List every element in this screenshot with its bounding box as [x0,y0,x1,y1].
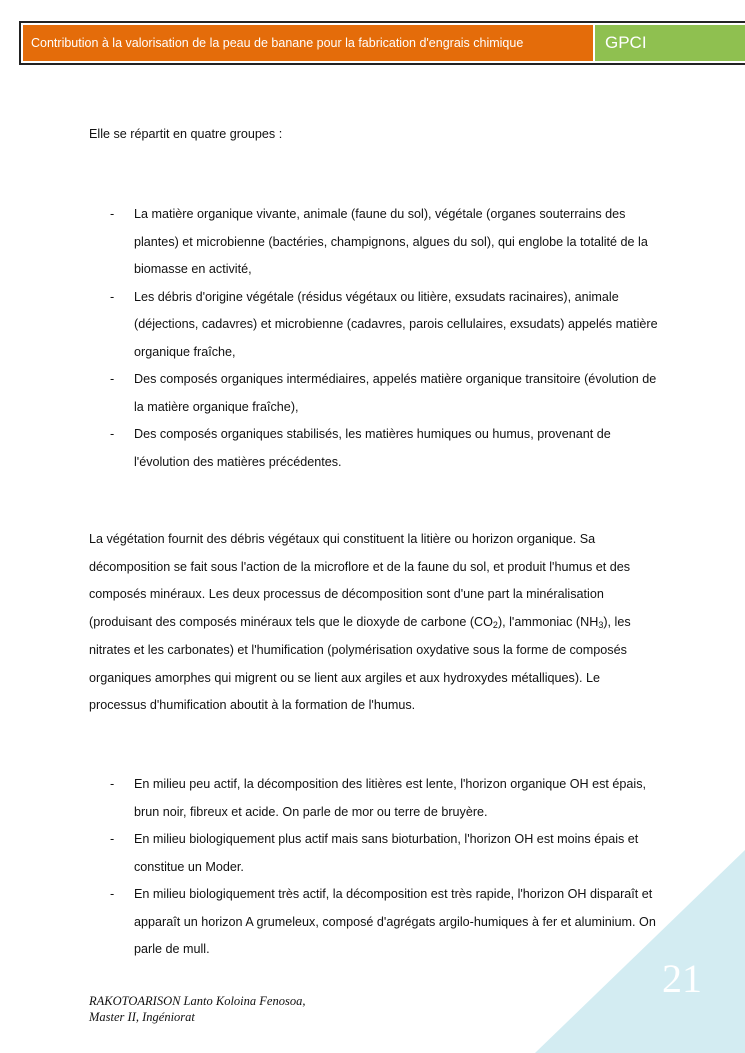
intro-block [89,121,659,149]
header-title: Contribution à la valorisation de la peau de banane pour la fabrication d'engrais chimique [23,25,593,61]
page-footer [89,993,305,1025]
page-header [19,21,745,65]
header-tag: GPCI [595,25,745,61]
nh3-subscript: 3 [598,619,604,630]
page-number: 21 [662,956,702,1001]
footer-author: RAKOTOARISON Lanto Koloina Fenosoa, [89,994,306,1008]
groups-list-block [89,201,659,476]
paragraph-text [89,526,659,720]
decomposition-paragraph [89,526,659,720]
list-item: - La matière organique vivante, animale (faune du sol), végétale (organes souterrains des plantes) et microbienne (bactéries, champignons, algues du sol), qui englobe la totalité de la biomasse en activité, [89,201,659,284]
footer-degree: Master II, Ingéniorat [89,1010,195,1024]
paragraph-part3: ), les nitrates et les carbonates) et l'humification (polymérisation oxydative sous la forme de composés organiques amorphes qui migrent ou se lient aux argiles et aux hydroxydes métalliques). Le processus d'humification aboutit à la formation de l'humus. [89,614,631,712]
list-item: - Les débris d'origine végétale (résidus végétaux ou litière, exsudats racinaires), animale (déjections, cadavres) et microbienne (cadavres, parois cellulaires, exsudats) appelés matière organique fraîche, [89,284,659,367]
list-item: - Des composés organiques stabilisés, les matières humiques ou humus, provenant de l'évolution des matières précédentes. [89,421,659,476]
list-item: - En milieu biologiquement plus actif mais sans bioturbation, l'horizon OH est moins épais et constitue un Moder. [89,826,659,881]
groups-list [89,201,659,476]
list-item: - Des composés organiques intermédiaires, appelés matière organique transitoire (évolution de la matière organique fraîche), [89,366,659,421]
intro-text: Elle se répartit en quatre groupes : [89,127,283,141]
list-item: - En milieu biologiquement très actif, la décomposition est très rapide, l'horizon OH disparaît et apparaît un horizon A grumeleux, composé d'agrégats argilo-humiques à fer et aluminium. On parle de mull. [89,881,659,964]
list-item: - En milieu peu actif, la décomposition des litières est lente, l'horizon organique OH est épais, brun noir, fibreux et acide. On parle de mor ou terre de bruyère. [89,771,659,826]
co2-subscript: 2 [492,619,498,630]
paragraph-part1: La végétation fournit des débris végétaux qui constituent la litière ou horizon organique. Sa décomposition se fait sous l'action de la microflore et de la faune du sol, et produit l'humus et des composés minéraux. Les deux processus de décomposition sont d'une part la minéralisation (produisant des composés minéraux tels que le dioxyde de carbone (CO [89,532,631,629]
paragraph-part2: ), l'ammoniac (NH [497,614,599,629]
corner-triangle-decoration [535,850,745,1053]
